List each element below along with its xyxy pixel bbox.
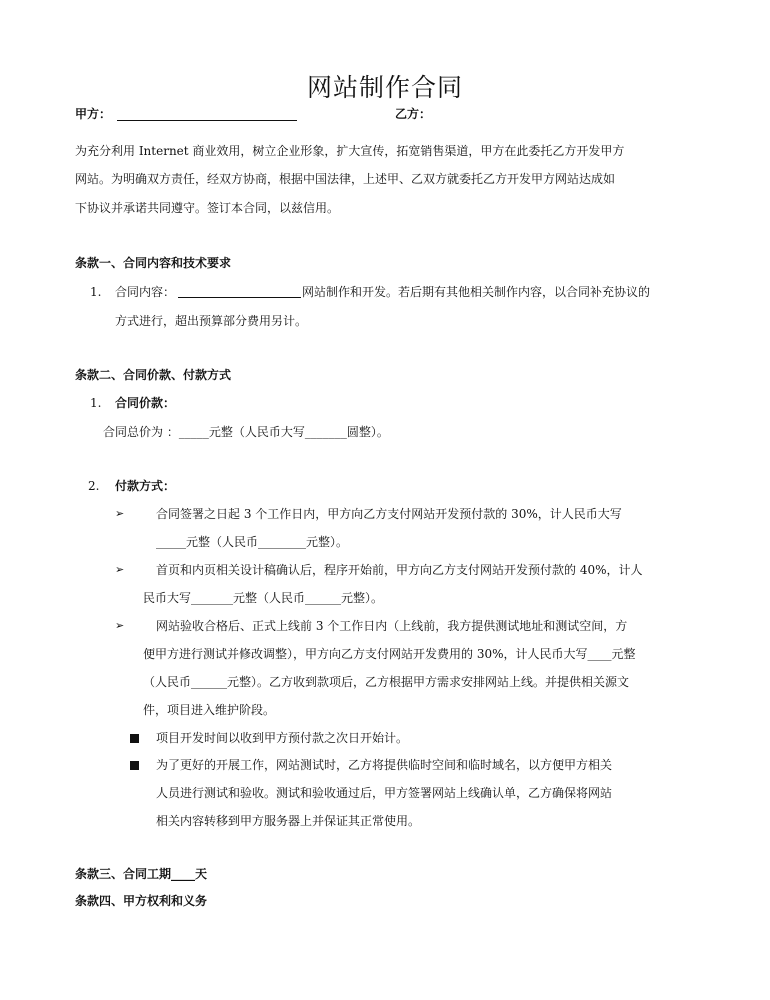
arrow-bullet-icon: ➢ [115,619,125,632]
intro-line: 下协议并承诺共同遵守。签订本合同，以兹信用。 [75,201,340,215]
clause1-item-label: 合同内容： [115,285,176,299]
intro-line: 网站。为明确双方责任，经双方协商，根据中国法律，上述甲、乙双方就委托乙方开发甲方网站达成如 [75,172,616,186]
arrow-bullet-icon: ➢ [115,563,125,576]
clause1-content-blank [178,297,301,298]
clause3-heading-prefix: 条款三、合同工期 [75,867,172,881]
clause1-heading: 条款一、合同内容和技术要求 [75,256,232,270]
payment-term-line: 合同签署之日起 3 个工作日内，甲方向乙方支付网站开发预付款的 30%，计人民币大写 [156,507,622,521]
project-note-line: 项目开发时间以收到甲方预付款之次日开始计。 [156,731,409,745]
arrow-bullet-icon: ➢ [115,507,125,520]
clause2-item1-label: 合同价款： [115,396,176,410]
payment-term-line: 首页和内页相关设计稿确认后，程序开始前，甲方向乙方支付网站开发预付款的 40%，计人 [156,563,643,577]
project-note-line: 相关内容转移到甲方服务器上并保证其正常使用。 [156,814,421,828]
party-b-label: 乙方： [395,107,432,121]
project-note-line: 为了更好的开展工作，网站测试时，乙方将提供临时空间和临时域名，以方便甲方相关 [156,758,613,772]
payment-term-line: _____元整（人民币________元整）。 [156,535,349,549]
project-note-line: 人员进行测试和验收。测试和验收通过后，甲方签署网站上线确认单，乙方确保将网站 [156,786,613,800]
clause1-item-number: 1. [90,285,102,299]
clause3-days-blank: ____ [171,867,196,881]
clause3-heading-suffix: 天 [195,867,208,881]
clause1-item-text: 网站制作和开发。若后期有其他相关制作内容，以合同补充协议的 [302,285,651,299]
party-a-label: 甲方： [75,107,112,121]
clause1-item-text: 方式进行，超出预算部分费用另计。 [115,314,308,328]
payment-term-line: （人民币______元整）。乙方收到款项后，乙方根据甲方需求安排网站上线。并提供相关源文 [143,675,630,689]
party-a-signature-line [117,120,297,121]
payment-term-line: 民币大写_______元整（人民币______元整）。 [143,591,384,605]
clause2-heading: 条款二、合同价款、付款方式 [75,368,232,382]
contract-total-price: 合同总价为 ：_____元整（人民币大写_______圆整）。 [103,425,389,439]
square-bullet-icon [130,761,139,770]
clause2-item2-number: 2. [88,479,100,493]
payment-term-line: 件，项目进入维护阶段。 [143,703,276,717]
page-title: 网站制作合同 [306,73,463,102]
clause2-item2-label: 付款方式： [115,479,176,493]
payment-term-line: 网站验收合格后、正式上线前 3 个工作日内（上线前，我方提供测试地址和测试空间，方 [156,619,628,633]
square-bullet-icon [130,734,139,743]
intro-line: 为充分利用 Internet 商业效用，树立企业形象，扩大宣传，拓宽销售渠道，甲方在此委托乙方开发甲方 [75,144,625,158]
clause4-heading: 条款四、甲方权利和义务 [75,894,208,908]
payment-term-line: 便甲方进行测试并修改调整），甲方向乙方支付网站开发费用的 30%，计人民币大写____元整 [143,647,636,661]
clause2-item1-number: 1. [90,396,102,410]
clause3-heading [75,866,207,882]
